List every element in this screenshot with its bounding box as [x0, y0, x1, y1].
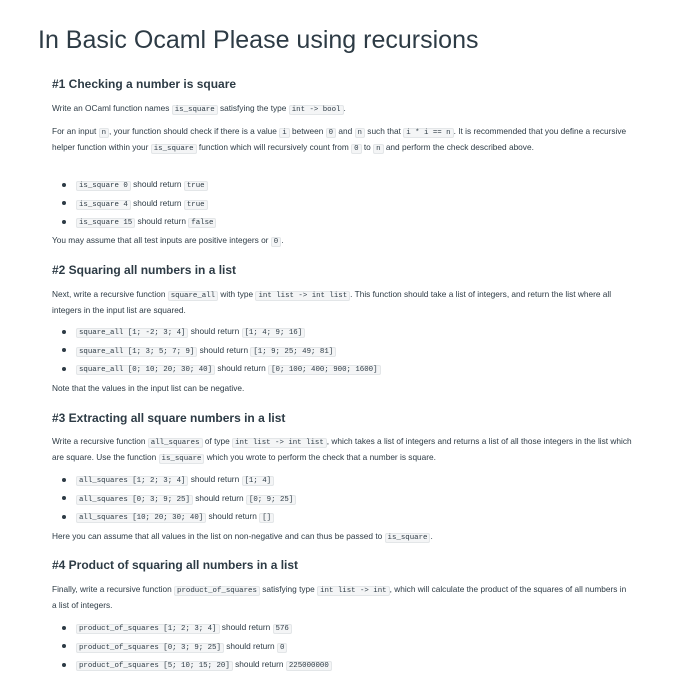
bullet: [62, 515, 66, 519]
inline-code: square_all [0; 10; 20; 30; 40]: [76, 365, 215, 375]
inline-code: [0; 100; 400; 900; 1600]: [268, 365, 380, 375]
inline-code: all_squares [10; 20; 30; 40]: [76, 513, 206, 523]
inline-code: 576: [273, 624, 292, 634]
section-3-note: Here you can assume that all values in the list on non-negative and can thus be passed to is_square .: [52, 531, 433, 542]
bullet: [62, 183, 66, 187]
inline-code: [1; 9; 25; 49; 81]: [250, 347, 336, 357]
inline-code: [1; 4]: [242, 476, 275, 486]
inline-code: is_square 0: [76, 181, 131, 191]
inline-code: []: [259, 513, 274, 523]
list-item: product_of_squares [5; 10; 15; 20] should return 225000000: [62, 656, 622, 675]
bullet: [62, 626, 66, 630]
inline-code: int list -> int list: [255, 291, 350, 301]
inline-code: n: [373, 144, 383, 154]
inline-code: is_square: [159, 454, 205, 464]
section-1-description: For an input n , your function should check if there is a value i between 0 and n such that i * i == n . It is recommended that you define a recursive helper function within your is_square function which will recursively count from 0 to n and perform the check described above.: [52, 126, 627, 153]
section-4-heading: #4 Product of squaring all numbers in a list: [52, 558, 299, 572]
list-item: is_square 0 should return true: [62, 176, 622, 195]
list-item: square_all [1; 3; 5; 7; 9] should return [1; 9; 25; 49; 81]: [62, 342, 622, 361]
inline-code: false: [188, 218, 216, 228]
inline-code: 0: [277, 643, 287, 653]
bullet: [62, 220, 66, 224]
inline-code: product_of_squares [0; 3; 9; 25]: [76, 643, 224, 653]
section-1-note: You may assume that all test inputs are positive integers or 0 .: [52, 235, 284, 246]
section-1-intro: Write an OCaml function names is_square satisfying the type int -> bool .: [52, 103, 346, 114]
bullet: [62, 478, 66, 482]
section-4-intro: Finally, write a recursive function product_of_squares satisfying type int list -> int , which will calculate the product of the squares of all numbers in a list of integers.: [52, 584, 627, 610]
inline-code: 0: [351, 144, 361, 154]
inline-code: is_square: [172, 105, 218, 115]
bullet: [62, 348, 66, 352]
inline-code: int -> bool: [289, 105, 344, 115]
inline-code: [0; 9; 25]: [246, 495, 296, 505]
section-4-examples: [62, 619, 622, 675]
inline-code: all_squares [1; 2; 3; 4]: [76, 476, 188, 486]
list-item: is_square 4 should return true: [62, 195, 622, 214]
inline-code: is_square 4: [76, 200, 131, 210]
section-3-examples: [62, 471, 622, 527]
list-item: all_squares [10; 20; 30; 40] should return []: [62, 508, 622, 527]
inline-code: n: [355, 128, 365, 138]
bullet: [62, 201, 66, 205]
bullet: [62, 644, 66, 648]
inline-code: is_square: [385, 533, 431, 543]
section-2-intro: Next, write a recursive function square_all with type int list -> int list . This function should take a list of integers, and return the list where all integers in the input list are squared.: [52, 289, 612, 315]
section-2-examples: [62, 323, 622, 379]
bullet: [62, 496, 66, 500]
inline-code: true: [184, 181, 208, 191]
inline-code: square_all [1; -2; 3; 4]: [76, 328, 188, 338]
inline-code: square_all: [168, 291, 218, 301]
list-item: square_all [0; 10; 20; 30; 40] should return [0; 100; 400; 900; 1600]: [62, 360, 622, 379]
list-item: square_all [1; -2; 3; 4] should return [1; 4; 9; 16]: [62, 323, 622, 342]
section-3-heading: #3 Extracting all square numbers in a list: [52, 411, 286, 425]
section-2-note: Note that the values in the input list can be negative.: [52, 383, 245, 393]
section-1-heading: #1 Checking a number is square: [52, 77, 237, 91]
inline-code: n: [99, 128, 109, 138]
page-title: In Basic Ocaml Please using recursions: [38, 26, 479, 54]
section-2-heading: #2 Squaring all numbers in a list: [52, 263, 237, 277]
list-item: all_squares [0; 3; 9; 25] should return [0; 9; 25]: [62, 490, 622, 509]
section-1-examples: [62, 176, 622, 232]
list-item: is_square 15 should return false: [62, 213, 622, 232]
inline-code: product_of_squares [5; 10; 15; 20]: [76, 661, 233, 671]
inline-code: all_squares: [148, 438, 203, 448]
inline-code: i: [279, 128, 289, 138]
inline-code: [1; 4; 9; 16]: [242, 328, 306, 338]
inline-code: product_of_squares [1; 2; 3; 4]: [76, 624, 220, 634]
inline-code: true: [184, 200, 208, 210]
inline-code: product_of_squares: [174, 586, 260, 596]
inline-code: int list -> int list: [232, 438, 327, 448]
list-item: product_of_squares [1; 2; 3; 4] should return 576: [62, 619, 622, 638]
inline-code: 225000000: [286, 661, 332, 671]
inline-code: all_squares [0; 3; 9; 25]: [76, 495, 193, 505]
inline-code: 0: [326, 128, 336, 138]
inline-code: i * i == n: [403, 128, 453, 138]
bullet: [62, 330, 66, 334]
list-item: all_squares [1; 2; 3; 4] should return [1; 4]: [62, 471, 622, 490]
bullet: [62, 663, 66, 667]
list-item: product_of_squares [0; 3; 9; 25] should return 0: [62, 638, 622, 657]
inline-code: int list -> int: [317, 586, 390, 596]
inline-code: is_square 15: [76, 218, 135, 228]
section-3-intro: Write a recursive function all_squares of type int list -> int list , which takes a list of integers and returns a list of all those integers in the list which are square. Use the function is_square which you wrote to perform the check that a number is square.: [52, 436, 632, 463]
inline-code: is_square: [151, 144, 197, 154]
inline-code: 0: [271, 237, 281, 247]
inline-code: square_all [1; 3; 5; 7; 9]: [76, 347, 197, 357]
bullet: [62, 367, 66, 371]
